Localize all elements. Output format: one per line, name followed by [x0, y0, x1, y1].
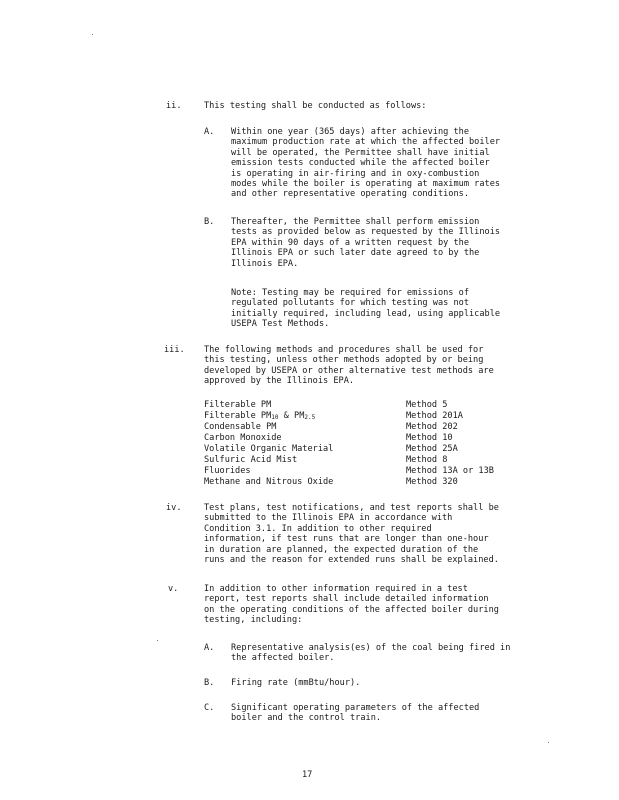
text-line: Condition 3.1. In addition to other required	[204, 523, 432, 534]
pollutant-name: Sulfuric Acid Mist	[204, 455, 298, 465]
text-line: developed by USEPA or other alternative test methods are	[204, 365, 494, 376]
paragraph-marker-ii: ii.	[166, 101, 182, 111]
text-line: Thereafter, the Permittee shall perform emission	[231, 217, 480, 227]
paragraph-marker-iii: iii.	[164, 345, 185, 355]
text-line: modes while the boiler is operating at maximum rates	[231, 179, 501, 190]
text-line: on the operating conditions of the affected boiler during	[204, 604, 499, 615]
pollutant-name: Condensable PM	[204, 422, 277, 432]
text-line: this testing, unless other methods adopted by or being	[204, 355, 484, 366]
pollutant-name: Filterable PM	[204, 400, 272, 410]
text-line: The following methods and procedures shall be used for	[204, 345, 484, 355]
item-marker-v-b: B.	[204, 678, 215, 688]
test-method: Method 201A	[406, 411, 463, 421]
item-ii-b-note	[231, 288, 500, 330]
text-line: This testing shall be conducted as follows:	[204, 101, 427, 111]
item-marker-v-c: C.	[204, 703, 215, 713]
item-marker-ii-b: B.	[204, 217, 215, 227]
text-line: tests as provided below as requested by the Illinois	[231, 227, 501, 238]
item-ii-a-text	[231, 127, 500, 200]
test-method: Method 25A	[406, 444, 458, 454]
text-line: in duration are planned, the expected duration of the	[204, 544, 479, 555]
scan-speck	[92, 34, 93, 35]
pollutant-name: Fluorides	[204, 466, 251, 476]
scan-speck	[548, 742, 549, 743]
text-line: EPA within 90 days of a written request by the	[231, 237, 469, 248]
page-number: 17	[302, 770, 313, 780]
text-line: Test plans, test notifications, and test reports shall be	[204, 503, 499, 513]
text-line: Firing rate (mmBtu/hour).	[231, 678, 361, 688]
item-v-b-text	[231, 678, 360, 688]
text-line: boiler and the control train.	[231, 713, 382, 724]
item-marker-v-a: A.	[204, 643, 215, 653]
pollutant-name: Methane and Nitrous Oxide	[204, 477, 334, 487]
test-method: Method 202	[406, 422, 458, 432]
text-line: Significant operating parameters of the affected	[231, 703, 480, 713]
text-line: In addition to other information required in a test	[204, 584, 468, 594]
text-line: the affected boiler.	[231, 653, 335, 664]
text-line: initially required, including lead, using applicable	[231, 308, 501, 319]
text-line: Representative analysis(es) of the coal being fired in	[231, 643, 511, 653]
paragraph-iv-text	[204, 503, 499, 565]
text-line: runs and the reason for extended runs shall be explained.	[204, 555, 499, 566]
pollutant-name: Carbon Monoxide	[204, 433, 282, 443]
text-line: Note: Testing may be required for emissions of	[231, 288, 469, 298]
pollutant-name: Filterable $PM_{10}$ & $PM_{2.5}$	[204, 411, 316, 421]
text-line: submitted to the Illinois EPA in accordance with	[204, 513, 453, 524]
item-ii-b-text	[231, 217, 500, 269]
paragraph-marker-v: v.	[168, 584, 179, 594]
text-line: testing, including:	[204, 615, 303, 626]
text-line: Within one year (365 days) after achieving the	[231, 127, 469, 137]
text-line: Illinois EPA.	[231, 258, 299, 269]
item-v-a-text	[231, 643, 510, 664]
text-line: USEPA Test Methods.	[231, 319, 330, 330]
text-line: and other representative operating conditions.	[231, 189, 469, 200]
test-method: Method 8	[406, 455, 448, 465]
item-v-c-text	[231, 703, 479, 724]
text-line: emission tests conducted while the affected boiler	[231, 158, 490, 169]
text-line: is operating in air-firing and in oxy-combustion	[231, 168, 480, 179]
text-line: regulated pollutants for which testing was not	[231, 298, 469, 309]
paragraph-v-text	[204, 584, 499, 626]
paragraph-ii-text	[204, 101, 426, 111]
text-line: will be operated, the Permittee shall have initial	[231, 147, 490, 158]
pollutant-name: Volatile Organic Material	[204, 444, 334, 454]
item-marker-ii-a: A.	[204, 127, 215, 137]
paragraph-iii-text	[204, 345, 494, 387]
text-line: report, test reports shall include detailed information	[204, 594, 489, 605]
test-method: Method 320	[406, 477, 458, 487]
paragraph-marker-iv: iv.	[166, 503, 182, 513]
test-method: Method 10	[406, 433, 453, 443]
scan-speck	[157, 640, 158, 641]
test-method: Method 13A or 13B	[406, 466, 494, 476]
text-line: information, if test runs that are longer than one-hour	[204, 534, 489, 545]
text-line: approved by the Illinois EPA.	[204, 376, 355, 387]
text-line: Illinois EPA or such later date agreed to by the	[231, 248, 480, 259]
test-method: Method 5	[406, 400, 448, 410]
text-line: maximum production rate at which the affected boiler	[231, 137, 501, 148]
